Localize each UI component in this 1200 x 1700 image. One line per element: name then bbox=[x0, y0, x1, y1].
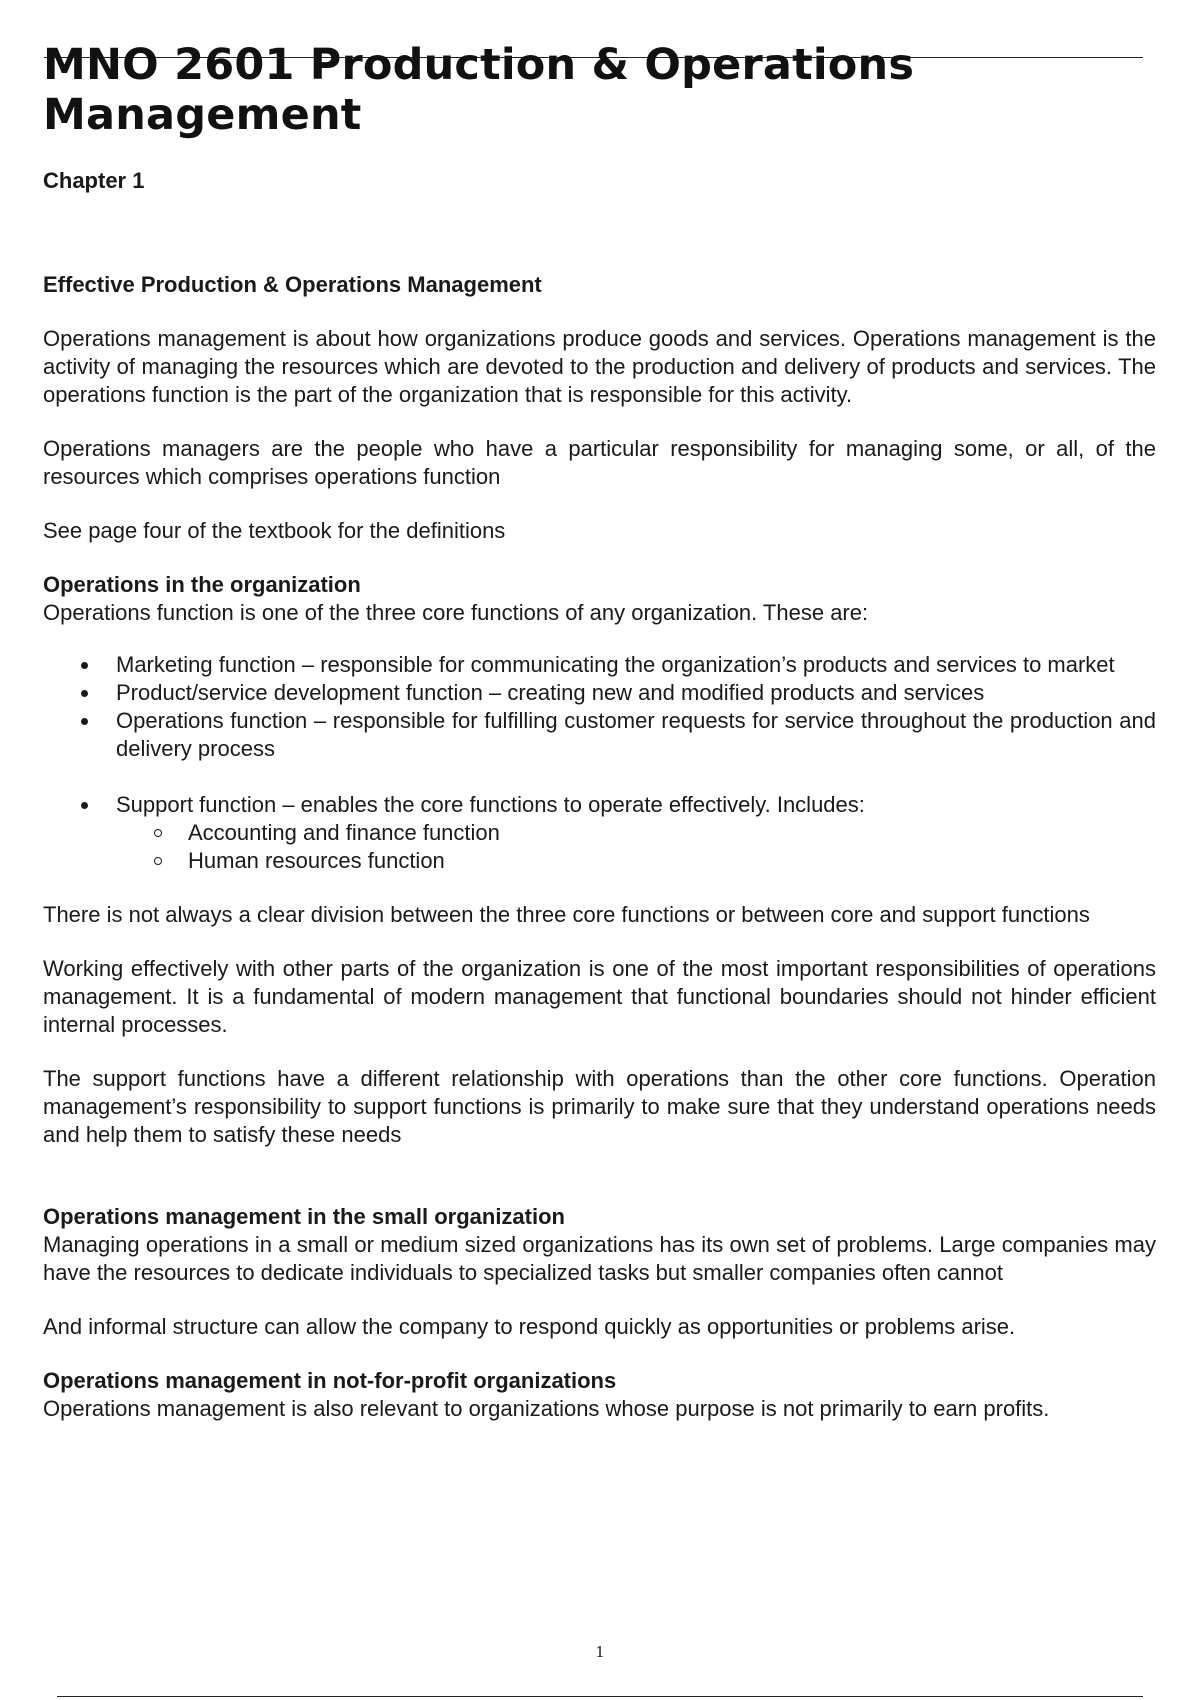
bullet-icon bbox=[81, 662, 88, 669]
list-item bbox=[43, 679, 1156, 707]
section-heading-operations-in-org: Operations in the organization bbox=[43, 572, 361, 597]
paragraph: Operations managers are the people who have a particular responsibility for managing some, or all, of the resources which comprises operations function bbox=[43, 436, 1156, 489]
list-item bbox=[43, 651, 1156, 679]
bullet-icon bbox=[81, 802, 88, 809]
sub-list-item bbox=[116, 819, 1156, 847]
paragraph: Working effectively with other parts of the organization is one of the most important responsibilities of operations management. It is a fundamental of modern management that functional boundaries should not hinder efficient internal processes. bbox=[43, 956, 1156, 1037]
circle-bullet-icon bbox=[154, 857, 162, 865]
section-heading-effective: Effective Production & Operations Management bbox=[43, 272, 542, 297]
list-item bbox=[43, 707, 1156, 763]
list-item-text: Operations function – responsible for fulfilling customer requests for service throughout the production and delivery process bbox=[116, 708, 1156, 761]
paragraph: And informal structure can allow the company to respond quickly as opportunities or problems arise. bbox=[43, 1314, 1016, 1339]
document-body bbox=[43, 40, 1156, 1423]
paragraph: Operations management is about how organizations produce goods and services. Operations management is the activity of managing the resources which are devoted to the production and delivery of products and services. The operations function is the part of the organization that is responsible for this activity. bbox=[43, 326, 1156, 407]
bullet-icon bbox=[81, 690, 88, 697]
sub-list-item-text: Human resources function bbox=[188, 848, 445, 873]
support-functions-sublist bbox=[116, 819, 1156, 875]
page-number: 1 bbox=[595, 1643, 605, 1661]
section-heading-small-org: Operations management in the small organization bbox=[43, 1204, 565, 1229]
paragraph: Operations function is one of the three core functions of any organization. These are: bbox=[43, 600, 869, 625]
paragraph: Managing operations in a small or medium sized organizations has its own set of problems. Large companies may have the resources to dedicate individuals to specialized tasks but smaller companies often cannot bbox=[43, 1232, 1156, 1285]
list-item-text: Support function – enables the core functions to operate effectively. Includes: bbox=[116, 792, 865, 817]
chapter-label: Chapter 1 bbox=[43, 168, 145, 193]
list-item-text: Product/service development function – creating new and modified products and services bbox=[116, 680, 985, 705]
list-item bbox=[43, 791, 1156, 875]
core-functions-list bbox=[43, 651, 1156, 875]
paragraph: The support functions have a different relationship with operations than the other core functions. Operation management’s responsibility to support functions is primarily to make sure that they understand operations needs and help them to satisfy these needs bbox=[43, 1066, 1156, 1147]
bullet-icon bbox=[81, 718, 88, 725]
paragraph: Operations management is also relevant to organizations whose purpose is not primarily to earn profits. bbox=[43, 1396, 1050, 1421]
sub-list-item-text: Accounting and finance function bbox=[188, 820, 500, 845]
paragraph: See page four of the textbook for the definitions bbox=[43, 518, 506, 543]
circle-bullet-icon bbox=[154, 829, 162, 837]
list-item-text: Marketing function – responsible for communicating the organization’s products and services to market bbox=[116, 652, 1115, 677]
footer-rule bbox=[57, 1696, 1143, 1697]
paragraph: There is not always a clear division between the three core functions or between core and support functions bbox=[43, 902, 1090, 927]
document-title: MNO 2601 Production & Operations Management bbox=[43, 40, 915, 140]
sub-list-item bbox=[116, 847, 1156, 875]
section-heading-nonprofit: Operations management in not-for-profit organizations bbox=[43, 1368, 617, 1393]
